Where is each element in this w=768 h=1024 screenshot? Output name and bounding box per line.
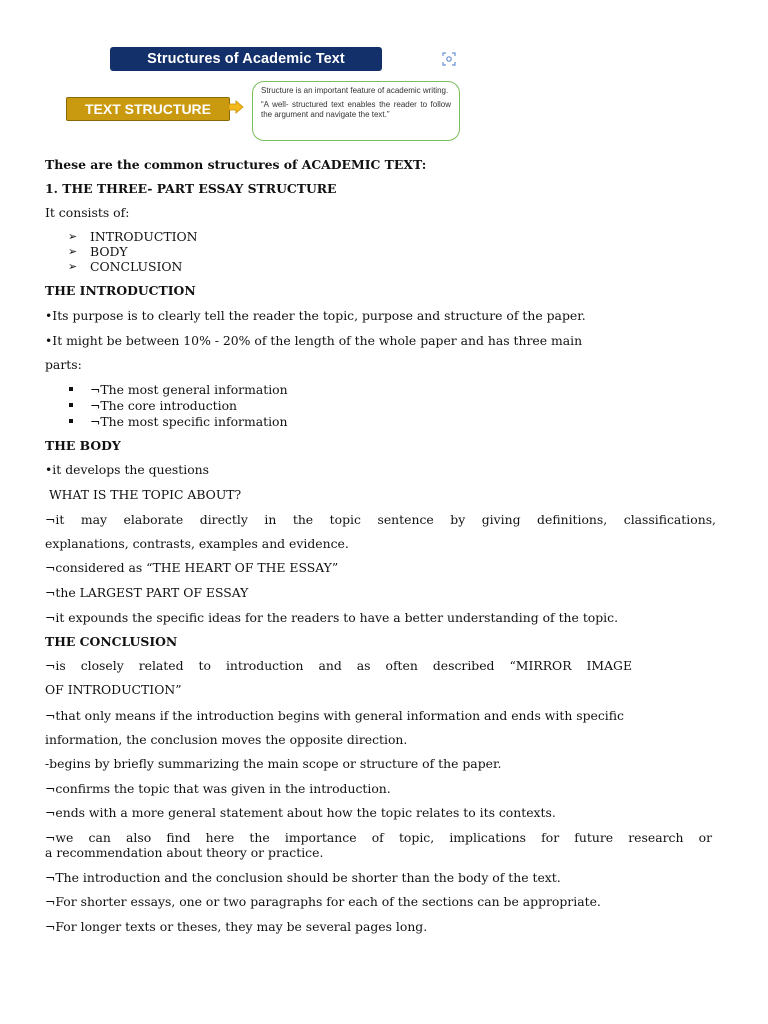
paragraph-line: ¬is closely related to introduction and as often described “MIRROR IMAGE [45,658,632,673]
paragraph-line: •Its purpose is to clearly tell the reader the topic, purpose and structure of the paper. [45,308,586,323]
paragraph-line: information, the conclusion moves the opposite direction. [45,732,408,747]
header-graphic [60,40,480,150]
paragraph-line: ¬confirms the topic that was given in the introduction. [45,781,391,796]
paragraph-line: ¬that only means if the introduction begins with general information and ends with specific [45,708,624,723]
list-item: ¬The core introduction [90,398,238,413]
paragraph-line: explanations, contrasts, examples and evidence. [45,536,349,551]
intro-line: These are the common structures of ACADEMIC TEXT: [45,157,427,172]
paragraph-line: •It might be between 10% - 20% of the length of the whole paper and has three main [45,333,583,348]
square-bullet-icon [69,419,73,423]
paragraph-line: WHAT IS THE TOPIC ABOUT? [45,487,242,502]
paragraph-line: ¬considered as “THE HEART OF THE ESSAY” [45,560,339,575]
callout-text-1: Structure is an important feature of academic writing. [261,86,449,95]
list-item: CONCLUSION [90,259,183,274]
paragraph-line: ¬it may elaborate directly in the topic sentence by giving definitions, classifications, [45,512,716,527]
arrow-bullet-icon: ➢ [68,245,78,258]
callout-text-2: “A well- structured text enables the reader to follow the argument and navigate the text.” [261,100,451,119]
paragraph-line: ¬the LARGEST PART OF ESSAY [45,585,249,600]
callout-box [252,81,460,141]
paragraph-line: a recommendation about theory or practice. [45,845,324,860]
arrow-bullet-icon: ➢ [68,230,78,243]
square-bullet-icon [69,403,73,407]
scan-icon[interactable] [442,52,456,66]
paragraph-line: ¬ends with a more general statement about how the topic relates to its contexts. [45,805,556,820]
list-item: ¬The most general information [90,382,288,397]
list-item: ¬The most specific information [90,414,288,429]
title-banner: Structures of Academic Text [110,47,382,71]
arrow-bullet-icon: ➢ [68,260,78,273]
paragraph-line: ¬For longer texts or theses, they may be several pages long. [45,919,428,934]
paragraph-line: ¬For shorter essays, one or two paragraphs for each of the sections can be appropriate. [45,894,601,909]
paragraph-line: ¬The introduction and the conclusion should be shorter than the body of the text. [45,870,561,885]
introduction-heading: THE INTRODUCTION [45,283,196,298]
conclusion-heading: THE CONCLUSION [45,634,178,649]
square-bullet-icon [69,387,73,391]
list-item: BODY [90,244,128,259]
paragraph-line: -begins by briefly summarizing the main scope or structure of the paper. [45,756,502,771]
body-heading: THE BODY [45,438,121,453]
paragraph-line: •it develops the questions [45,462,210,477]
paragraph-line: ¬we can also find here the importance of topic, implications for future research or [45,830,712,845]
text-structure-box: TEXT STRUCTURE [66,97,230,121]
section1-heading: 1. THE THREE- PART ESSAY STRUCTURE [45,181,337,196]
arrow-right-icon [228,100,244,114]
paragraph-line: parts: [45,357,82,372]
list-item: INTRODUCTION [90,229,198,244]
paragraph-line: OF INTRODUCTION” [45,682,182,697]
consists-line: It consists of: [45,205,130,220]
paragraph-line: ¬it expounds the specific ideas for the readers to have a better understanding of the topic. [45,610,619,625]
